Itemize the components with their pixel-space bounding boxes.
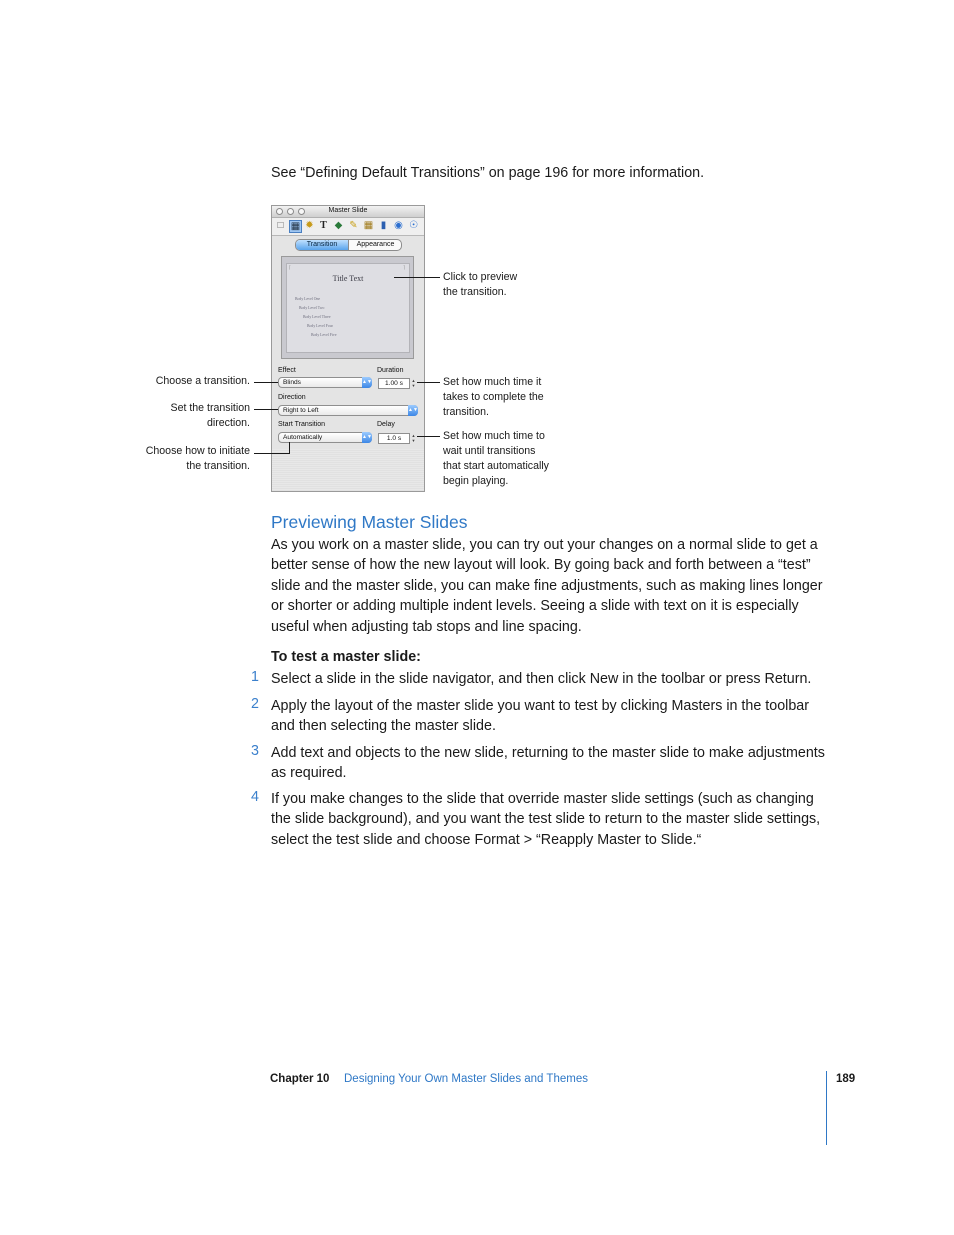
callout-line-start: [254, 453, 290, 454]
tab-transition[interactable]: Transition: [296, 240, 348, 250]
corner-mark-icon: ⌉: [403, 265, 405, 271]
popup-arrows-icon: ▲▼: [362, 377, 372, 388]
table-inspector-icon[interactable]: ▦: [363, 220, 374, 231]
callout-preview-line-2: the transition.: [443, 286, 507, 298]
window-title: Master Slide: [328, 207, 368, 214]
callout-start: [146, 444, 250, 474]
build-inspector-icon[interactable]: ✹: [305, 220, 314, 231]
callout-duration-line-2: takes to complete the: [443, 391, 544, 403]
callout-delay: [443, 429, 549, 489]
duration-stepper[interactable]: ▲ ▼: [411, 378, 416, 388]
step-number: 2: [251, 696, 259, 712]
preview-bullet-4: Body Level Four: [307, 324, 333, 328]
preview-bullet-2: Body Level Two: [299, 306, 325, 310]
task-heading: To test a master slide:: [271, 649, 421, 665]
effect-popup[interactable]: [278, 377, 372, 388]
delay-stepper[interactable]: ▲ ▼: [411, 433, 416, 443]
section-heading: Previewing Master Slides: [271, 512, 468, 532]
preview-bullet-1: Body Level One: [295, 297, 321, 301]
step-number: 1: [251, 669, 259, 685]
step-text: Apply the layout of the master slide you want to test by clicking Masters in the toolbar and then selecting the master slide.: [271, 698, 809, 735]
hyperlink-inspector-icon[interactable]: ◉: [394, 220, 403, 231]
start-transition-label: Start Transition: [278, 421, 326, 428]
callout-effect-line-1: Choose a transition.: [155, 375, 250, 387]
callout-effect: [156, 374, 250, 389]
metrics-inspector-icon[interactable]: ✎: [349, 220, 358, 231]
callout-start-line-1: Choose how to initiate: [145, 445, 250, 457]
preview-title-text: Title Text: [332, 274, 364, 283]
chart-inspector-icon[interactable]: ▮: [380, 220, 387, 231]
delay-field[interactable]: 1.0 s: [378, 433, 410, 444]
callout-line-delay: [417, 436, 440, 437]
text-inspector-icon[interactable]: T: [320, 220, 327, 231]
callout-duration-line-3: transition.: [443, 406, 489, 418]
callout-line-effect: [254, 382, 278, 383]
footer-divider: [826, 1071, 827, 1145]
tab-appearance[interactable]: Appearance: [348, 240, 402, 250]
start-transition-value: Automatically: [283, 434, 323, 441]
callout-line-duration: [417, 382, 440, 383]
duration-field[interactable]: 1.00 s: [378, 378, 410, 389]
direction-popup[interactable]: [278, 405, 418, 416]
corner-mark-icon: ⌈: [289, 265, 291, 271]
inspector-toolbar: [272, 218, 424, 236]
callout-line-direction: [254, 409, 278, 410]
callout-duration-line-1: Set how much time it: [443, 376, 542, 388]
transition-preview[interactable]: [281, 256, 414, 359]
footer-chapter-title: Designing Your Own Master Slides and Themes: [344, 1073, 588, 1085]
popup-arrows-icon: ▲▼: [362, 432, 372, 443]
callout-delay-line-3: that start automatically: [443, 460, 549, 472]
duration-label: Duration: [377, 367, 404, 374]
callout-delay-line-4: begin playing.: [443, 475, 509, 487]
callout-start-line-2: the transition.: [186, 460, 250, 472]
delay-label: Delay: [377, 421, 395, 428]
step-number: 4: [251, 789, 259, 805]
start-transition-popup[interactable]: [278, 432, 372, 443]
section-body: As you work on a master slide, you can try out your changes on a normal slide to get a better sense of how the new layout will look. By going back and forth between a “test” slide and the master slide, you can make fine adjustments, such as making lines longer or shorter or adding multiple indent levels. Seeing a slide with text on it is especially useful when adjusting tab stops and line spacing.: [271, 537, 823, 635]
master-slide-inspector: [271, 205, 425, 492]
effect-value: Blinds: [283, 379, 301, 386]
preview-slide-thumbnail: [286, 263, 410, 353]
callout-line-preview: [394, 277, 440, 278]
callout-duration: [443, 375, 544, 420]
quicktime-inspector-icon[interactable]: ☉: [409, 220, 418, 231]
callout-direction: [171, 401, 251, 431]
inspector-tab-control: [295, 239, 402, 251]
slide-inspector-icon[interactable]: ▦: [290, 221, 301, 232]
direction-value: Right to Left: [283, 407, 319, 414]
callout-direction-line-2: direction.: [207, 417, 250, 429]
page-number: 189: [836, 1073, 856, 1085]
preview-bullet-3: Body Level Three: [303, 315, 331, 319]
callout-preview: [443, 270, 517, 300]
document-inspector-icon[interactable]: □: [277, 220, 284, 231]
callout-direction-line-1: Set the transition: [170, 402, 250, 414]
callout-delay-line-2: wait until transitions: [443, 445, 536, 457]
step-text: Add text and objects to the new slide, returning to the master slide to make adjustments as required.: [271, 745, 825, 782]
popup-arrows-icon: ▲▼: [408, 405, 418, 416]
callout-preview-line-1: Click to preview: [443, 271, 518, 283]
callout-delay-line-1: Set how much time to: [443, 430, 545, 442]
graphic-inspector-icon[interactable]: ◆: [334, 220, 343, 231]
direction-label: Direction: [278, 394, 306, 401]
step-text: Select a slide in the slide navigator, and then click New in the toolbar or press Return.: [271, 671, 812, 687]
inspector-title-bar: [272, 206, 424, 218]
step-number: 3: [251, 743, 259, 759]
intro-paragraph: See “Defining Default Transitions” on page 196 for more information.: [271, 165, 705, 181]
step-text: If you make changes to the slide that override master slide settings (such as changing the slide background), and you want the test slide to return to the master slide settings, select the test slide and choose Format > “Reapply Master to Slide.“: [271, 791, 821, 848]
preview-bullet-5: Body Level Five: [311, 333, 337, 337]
effect-label: Effect: [278, 367, 296, 374]
inspector-empty-area: [272, 449, 424, 491]
footer-chapter: Chapter 10: [270, 1073, 330, 1085]
